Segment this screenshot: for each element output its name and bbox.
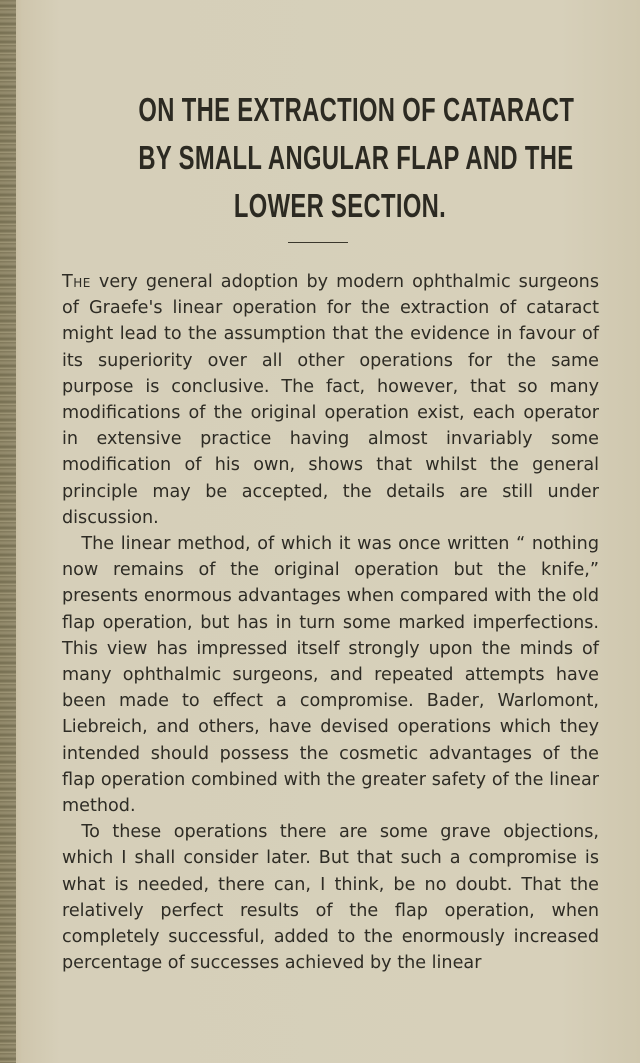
title-line-3: LOWER SECTION. <box>233 187 447 224</box>
chapter-title <box>138 86 575 230</box>
title-line-1: ON THE EXTRACTION OF CATARACT <box>138 91 575 128</box>
paragraph-1 <box>62 269 599 531</box>
body-text <box>62 269 599 976</box>
paragraph-1-lead: The <box>62 272 91 292</box>
paragraph-2: The linear method, of which it was once written “ nothing now remains of the original operation but the knife,” presents enormous advantages when compared with the old flap operation, but has in turn some marked imperfections. This view has impressed itself strongly upon the minds of many ophthalmic surgeons, and repeated attempts have been made to effect a compromise. Bader, Warlomont, Liebreich, and others, have devised operations which they intended should possess the cosmetic advantages of the flap operation combined with the greater safety of the linear method. <box>62 534 599 817</box>
book-binding-edge <box>0 0 16 1063</box>
title-divider-rule <box>288 242 348 243</box>
paragraph-1-text: very general adoption by modern ophthalmic surgeons of Graefe's linear operation for the extraction of cataract might lead to the assumption that the evidence in favour of its superiority over all other operations for the same purpose is conclusive. The fact, however, that so many modifications of the original operation exist, each operator in extensive practice having almost invariably some modification of his own, shows that whilst the general principle may be accepted, the details are still under discussion. <box>62 272 599 528</box>
title-line-2: BY SMALL ANGULAR FLAP AND THE <box>138 139 574 176</box>
paragraph-3: To these operations there are some grave objections, which I shall consider later. But that such a compromise is what is needed, there can, I think, be no doubt. That the relatively perfect results of the flap operation, when completely successful, added to the enormously increased percentage of successes achieved by the linear <box>62 822 599 974</box>
